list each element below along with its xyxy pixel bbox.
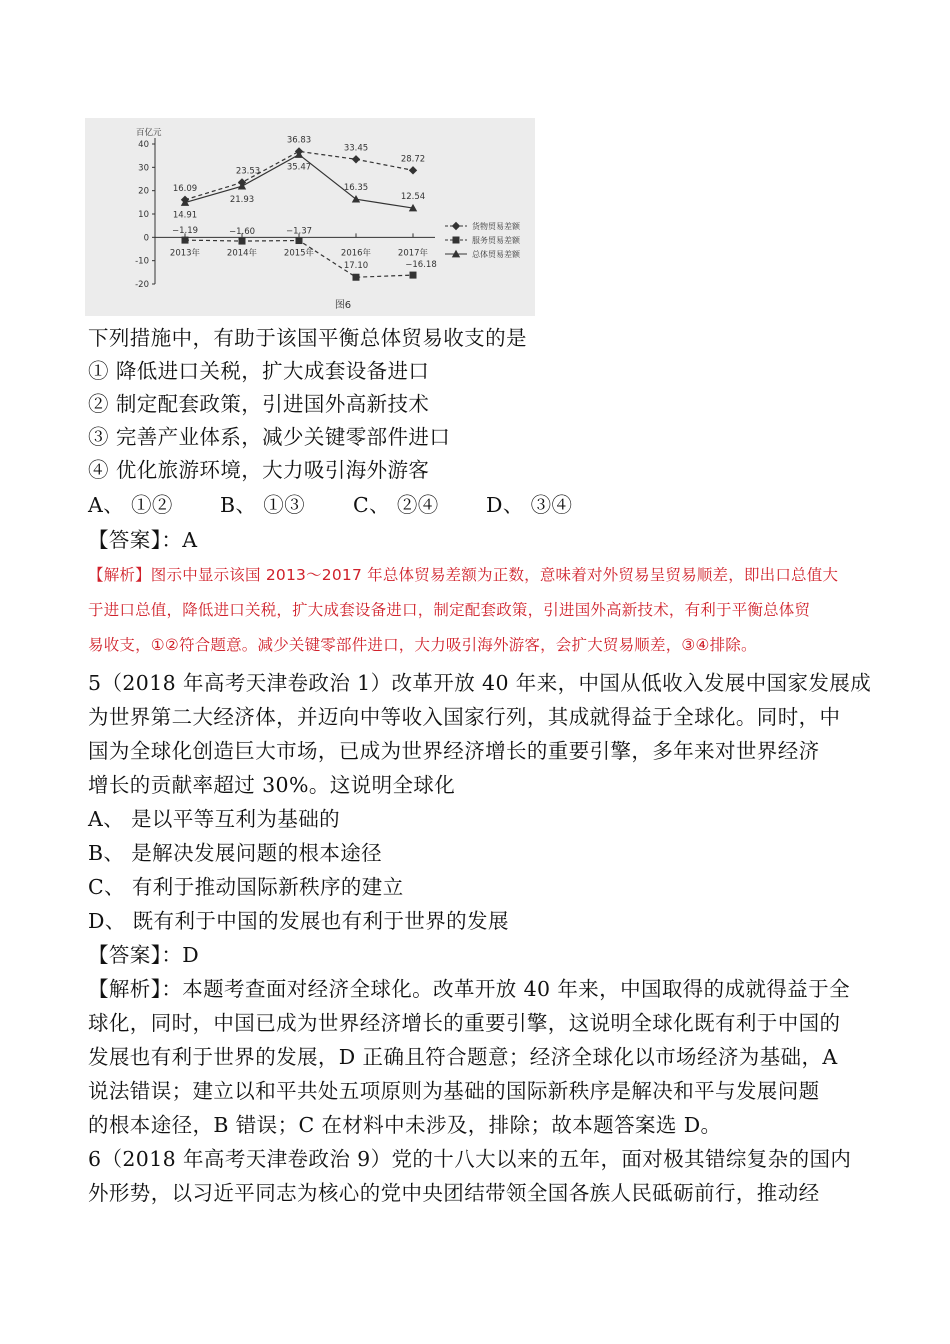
q4-answer: 【答案】：A — [88, 528, 198, 552]
x-tick-label: 2015年 — [283, 248, 315, 259]
data-label: 14.91 — [172, 210, 198, 221]
q4-item-2: ② 制定配套政策，引进国外高新技术 — [88, 392, 430, 416]
legend-label: 服务贸易差额 — [472, 236, 520, 245]
data-label: −16.18 — [405, 260, 437, 271]
data-point — [239, 238, 246, 245]
q5-analysis-line-4: 说法错误；建立以和平共处五项原则为基础的国际新秩序是解决和平与发展问题 — [88, 1079, 820, 1103]
y-tick-label: 30 — [138, 163, 149, 174]
q4-analysis-line-3: 易收支，①②符合题意。减少关键零部件进口，大力吸引海外游客，会扩大贸易顺差，③④排除。 — [88, 636, 757, 654]
x-tick-label: 2014年 — [226, 248, 258, 259]
data-point — [409, 166, 417, 174]
q5-answer: 【答案】：D — [88, 943, 200, 967]
data-point — [182, 237, 189, 244]
q5-option-b: B、 是解决发展问题的根本途径 — [88, 841, 383, 865]
q5-stem-line-3: 国为全球化创造巨大市场，已成为世界经济增长的重要引擎，多年来对世界经济 — [88, 739, 820, 763]
x-tick-label: 2016年 — [340, 248, 372, 259]
q4-options — [88, 490, 588, 520]
legend-label: 货物贸易差额 — [472, 222, 520, 231]
y-tick-label: 0 — [143, 233, 149, 244]
data-label: 23.53 — [235, 166, 261, 177]
y-tick-label: 40 — [138, 140, 149, 150]
q5-option-a: A、 是以平等互利为基础的 — [88, 807, 341, 831]
data-label: 17.10 — [343, 261, 369, 272]
q4-item-4: ④ 优化旅游环境，大力吸引海外游客 — [88, 458, 430, 482]
y-tick-label: 20 — [138, 186, 149, 197]
trade-balance-chart — [85, 118, 535, 316]
q5-option-d: D、 既有利于中国的发展也有利于世界的发展 — [88, 909, 509, 933]
q4-stem: 下列措施中，有助于该国平衡总体贸易收支的是 — [88, 326, 527, 350]
chart-svg — [85, 118, 535, 316]
q4-analysis-line-2: 于进口总值，降低进口关税，扩大成套设备进口，制定配套政策，引进国外高新技术，有利于平衡总体贸 — [88, 601, 811, 619]
data-label: −1.37 — [285, 226, 313, 237]
q4-item-1: ① 降低进口关税，扩大成套设备进口 — [88, 359, 430, 383]
series-line — [185, 240, 413, 277]
y-tick-label: 10 — [138, 210, 149, 220]
data-point — [353, 274, 360, 281]
x-tick-label: 2017年 — [397, 248, 429, 259]
legend-marker — [453, 237, 460, 244]
legend-label: 总体贸易差额 — [472, 250, 520, 259]
q4-option-a: A、 ①② — [88, 493, 173, 517]
q5-stem-line-4: 增长的贡献率超过 30%。这说明全球化 — [88, 773, 456, 797]
q4-option-c: C、 ②④ — [353, 493, 439, 517]
q5-stem-line-1: 5（2018 年高考天津卷政治 1）改革开放 40 年来，中国从低收入发展中国家发展成 — [88, 671, 872, 695]
q5-option-c: C、 有利于推动国际新秩序的建立 — [88, 875, 404, 899]
data-label: 28.72 — [400, 154, 426, 165]
y-tick-label: -20 — [135, 280, 149, 290]
data-point — [410, 272, 417, 279]
figure-caption: 图6 — [334, 300, 352, 311]
data-point — [352, 195, 360, 203]
q5-analysis-line-3: 发展也有利于世界的发展，D 正确且符合题意；经济全球化以市场经济为基础，A — [88, 1045, 838, 1069]
data-point — [352, 155, 360, 163]
data-label: −1.19 — [171, 226, 199, 237]
q6-stem-line-1: 6（2018 年高考天津卷政治 9）党的十八大以来的五年，面对极其错综复杂的国内 — [88, 1147, 852, 1171]
data-label: 35.47 — [286, 162, 312, 173]
x-tick-label: 2013年 — [169, 248, 201, 259]
data-label: 36.83 — [286, 135, 312, 146]
q4-option-d: D、 ③④ — [486, 493, 573, 517]
q4-item-3: ③ 完善产业体系，减少关键零部件进口 — [88, 425, 451, 449]
q5-stem-line-2: 为世界第二大经济体，并迈向中等收入国家行列，其成就得益于全球化。同时，中 — [88, 705, 841, 729]
y-tick-label: -10 — [135, 256, 149, 267]
data-label: 12.54 — [400, 192, 426, 203]
q5-analysis-line-1: 【解析】：本题考查面对经济全球化。改革开放 40 年来，中国取得的成就得益于全 — [88, 977, 850, 1001]
q6-stem-line-2: 外形势，以习近平同志为核心的党中央团结带领全国各族人民砥砺前行，推动经 — [88, 1181, 820, 1205]
q4-option-b: B、 ①③ — [220, 493, 306, 517]
q4-analysis-line-1: 【解析】图示中显示该国 2013～2017 年总体贸易差额为正数，意味着对外贸易呈贸易顺差，即出口总值大 — [88, 566, 839, 584]
data-label: 21.93 — [229, 195, 255, 206]
data-label: 16.35 — [343, 183, 369, 194]
data-label: −1.60 — [228, 227, 256, 238]
q5-analysis-line-5: 的根本途径，B 错误；C 在材料中未涉及，排除；故本题答案选 D。 — [88, 1113, 722, 1137]
data-point — [296, 237, 303, 244]
data-label: 16.09 — [172, 183, 198, 194]
y-axis-unit: 百亿元 — [136, 128, 162, 138]
data-label: 33.45 — [343, 143, 369, 154]
legend-marker — [452, 222, 460, 230]
q5-analysis-line-2: 球化，同时，中国已成为世界经济增长的重要引擎，这说明全球化既有利于中国的 — [88, 1011, 841, 1035]
